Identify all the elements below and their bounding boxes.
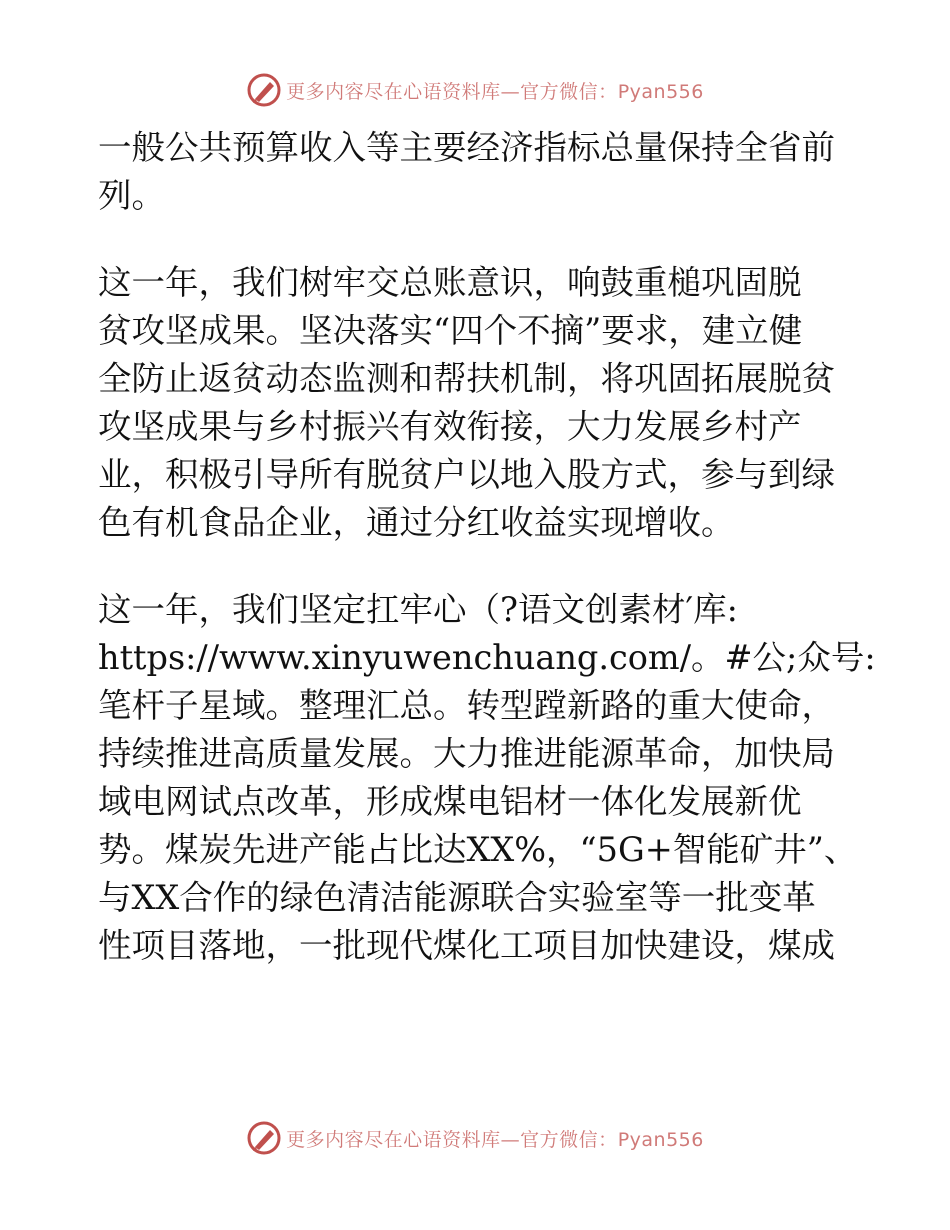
text-line: 全防止返贫动态监测和帮扶机制，将巩固拓展脱贫 bbox=[98, 359, 835, 398]
wechat-label: 官方微信： bbox=[520, 80, 618, 103]
separator: — bbox=[500, 80, 521, 103]
document-body bbox=[98, 124, 876, 970]
text-line: 域电网试点改革，形成煤电铝材一体化发展新优 bbox=[98, 782, 802, 821]
text-line: 一般公共预算收入等主要经济指标总量保持全省前 bbox=[98, 128, 835, 167]
wechat-id: Pyan556 bbox=[617, 80, 704, 103]
pen-logo-icon bbox=[246, 1120, 282, 1156]
text-line: 色有机食品企业，通过分红收益实现增收。 bbox=[98, 503, 735, 542]
text-line: 持续推进高质量发展。大力推进能源革命，加快局 bbox=[98, 734, 835, 773]
pen-logo-icon bbox=[246, 72, 282, 108]
banner-text bbox=[286, 77, 704, 104]
text-line: 列。 bbox=[98, 176, 165, 215]
text-line: 贫攻坚成果。坚决落实“四个不摘”要求，建立健 bbox=[98, 311, 803, 350]
text-line: 这一年，我们坚定扛牢心（?语文创素材′库: bbox=[98, 590, 738, 629]
banner-text bbox=[286, 1125, 704, 1152]
site-name: 更多内容尽在心语资料库 bbox=[286, 1128, 501, 1151]
separator: — bbox=[500, 1128, 521, 1151]
text-line: 笔杆子星域。整理汇总。转型蹚新路的重大使命， bbox=[98, 686, 835, 725]
text-line: 业，积极引导所有脱贫户以地入股方式，参与到绿 bbox=[98, 455, 835, 494]
wechat-id: Pyan556 bbox=[617, 1128, 704, 1151]
footer-banner bbox=[0, 1116, 950, 1160]
text-line: 势。煤炭先进产能占比达XX%，“5G+智能矿井”、 bbox=[98, 830, 858, 869]
text-line: https://www.xinyuwenchuang.com/。#公;众号: bbox=[98, 638, 876, 677]
text-line: 性项目落地，一批现代煤化工项目加快建设，煤成 bbox=[98, 926, 835, 965]
text-line: 攻坚成果与乡村振兴有效衔接，大力发展乡村产 bbox=[98, 407, 802, 446]
wechat-label: 官方微信： bbox=[520, 1128, 618, 1151]
site-name: 更多内容尽在心语资料库 bbox=[286, 80, 501, 103]
header-banner bbox=[0, 68, 950, 112]
text-line: 与XX合作的绿色清洁能源联合实验室等一批变革 bbox=[98, 878, 816, 917]
text-line: 这一年，我们树牢交总账意识，响鼓重槌巩固脱 bbox=[98, 263, 802, 302]
